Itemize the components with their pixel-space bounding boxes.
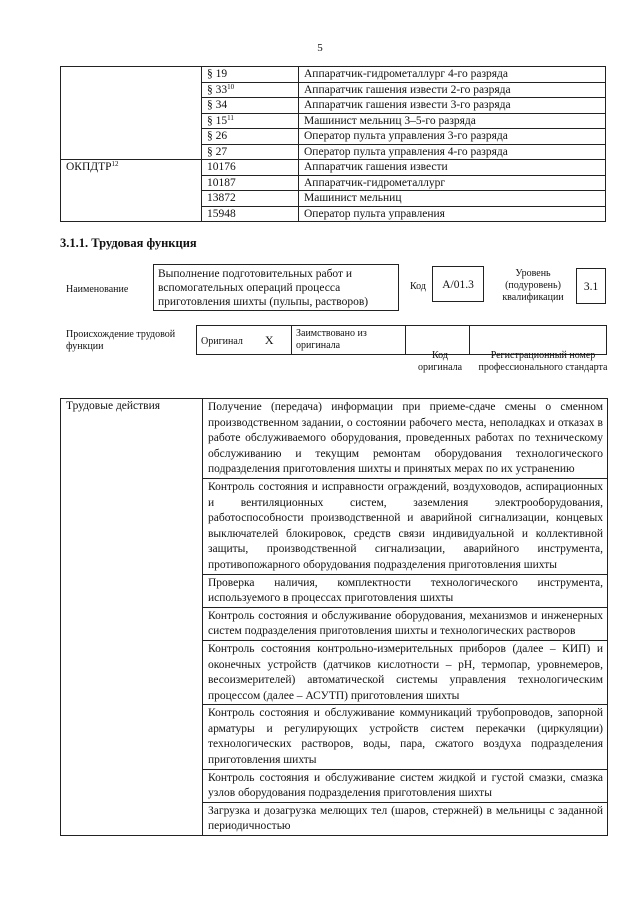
qualification-level-box: 3.1 <box>576 268 606 304</box>
classifier-table <box>60 66 606 222</box>
classifier-cell <box>61 129 202 145</box>
classifier-row <box>61 160 606 176</box>
classifier-row <box>61 144 606 160</box>
labor-action-item: Контроль состояния и обслуживание оборудования, механизмов и инженерных систем подразделения приготовления шихты и технологических растворов <box>203 607 608 640</box>
classifier-cell <box>61 175 202 191</box>
labor-action-item: Контроль состояния и обслуживание систем жидкой и густой смазки, смазка узлов оборудования подразделения приготовления шихты <box>203 769 608 802</box>
labor-action-item: Контроль состояния и обслуживание коммуникаций трубопроводов, запорной арматуры и регулирующих устройств систем перекачки (циркуляции) технологических растворов, воды, пара, сжатого воздуха подразделения приготовления шихты <box>203 705 608 769</box>
labor-action-item: Проверка наличия, комплектности технологического инструмента, используемого в процессах приготовления шихты <box>203 574 608 607</box>
origin-label: Происхождение трудовой функции <box>66 329 176 352</box>
name-label: Наименование <box>66 284 129 295</box>
classifier-cell: 10176 <box>202 160 299 176</box>
qualification-level-label: Уровень (подуровень) квалификации <box>502 268 564 303</box>
section-title: 3.1.1. Трудовая функция <box>60 236 197 250</box>
classifier-cell: Аппаратчик гашения извести 2-го разряда <box>299 82 606 98</box>
classifier-cell: 13872 <box>202 191 299 207</box>
original-code-caption: Код оригинала <box>417 350 463 373</box>
classifier-cell: Аппаратчик-гидрометаллург 4-го разряда <box>299 67 606 83</box>
function-name-box: Выполнение подготовительных работ и вспомогательных операций процесса приготовления шихты (пульпы, растворов) <box>153 264 399 311</box>
classifier-cell: Оператор пульта управления <box>299 206 606 222</box>
classifier-cell <box>61 191 202 207</box>
classifier-cell <box>61 144 202 160</box>
registration-number-caption: Регистрационный номер профессионального стандарта <box>478 350 608 373</box>
classifier-row <box>61 191 606 207</box>
classifier-cell: § 27 <box>202 144 299 160</box>
classifier-cell: § 26 <box>202 129 299 145</box>
classifier-cell <box>61 82 202 98</box>
function-code-box: A/01.3 <box>432 266 484 302</box>
classifier-cell <box>61 98 202 114</box>
classifier-cell: Оператор пульта управления 4-го разряда <box>299 144 606 160</box>
labor-action-item: Контроль состояния и исправности ограждений, воздуховодов, аспирационных и вентиляционных систем, заземления электрооборудования, работоспособности производственной и аварийной сигнализации, концевых выключателей блокировок, средств связи индивидуальной и коллективной защиты, производственной сигнализации, аварийного инструмента, противопожарного оборудования подразделения приготовления шихты <box>203 478 608 574</box>
labor-action-row <box>61 399 608 479</box>
labor-actions-table <box>60 398 608 836</box>
classifier-row <box>61 175 606 191</box>
classifier-cell: Аппаратчик гашения извести <box>299 160 606 176</box>
classifier-cell <box>61 206 202 222</box>
classifier-cell: Машинист мельниц 3–5-го разряда <box>299 113 606 129</box>
classifier-cell: § 19 <box>202 67 299 83</box>
page-number: 5 <box>317 42 323 54</box>
classifier-cell: Аппаратчик гашения извести 3-го разряда <box>299 98 606 114</box>
borrowed-label: Заимствовано из оригинала <box>292 326 406 355</box>
classifier-cell: 15948 <box>202 206 299 222</box>
classifier-cell: § $15^{11}$ <box>202 113 299 129</box>
classifier-row <box>61 206 606 222</box>
classifier-cell: § $33^{10}$ <box>202 82 299 98</box>
classifier-cell: 10187 <box>202 175 299 191</box>
labor-action-item: Загрузка и дозагрузка мелющих тел (шаров, стержней) в мельницы с заданной периодичностью <box>203 802 608 835</box>
labor-actions-header: Трудовые действия <box>61 399 203 836</box>
original-mark: X <box>264 332 274 347</box>
classifier-cell <box>61 113 202 129</box>
classifier-row <box>61 113 606 129</box>
classifier-cell <box>61 67 202 83</box>
classifier-row <box>61 129 606 145</box>
labor-action-item: Получение (передача) информации при приеме-сдаче смены о сменном производственном задании, о состоянии рабочего места, неполадках и отказах в работе обслуживаемого оборудования, проведенных работах по техническому обслуживанию и текущим ремонтам оборудования технологического подразделения приготовления шихты и принятых мерах по их устранению <box>203 399 608 479</box>
classifier-cell: ОКПДТР$^{12}$ <box>61 160 202 176</box>
classifier-cell: Оператор пульта управления 3-го разряда <box>299 129 606 145</box>
classifier-cell: § 34 <box>202 98 299 114</box>
code-label: Код <box>410 281 426 292</box>
classifier-cell: Аппаратчик-гидрометаллург <box>299 175 606 191</box>
labor-action-item: Контроль состояния контрольно-измерительных приборов (далее – КИП) и оконечных устройств (датчиков кислотности – pH, термопар, уровнемеров, весоизмерителей) автоматической системы управления технологическим процессом (далее – АСУТП) приготовления шихты <box>203 640 608 704</box>
classifier-row <box>61 82 606 98</box>
classifier-cell: Машинист мельниц <box>299 191 606 207</box>
original-label: Оригинал X <box>197 326 292 355</box>
classifier-row <box>61 98 606 114</box>
classifier-row <box>61 67 606 83</box>
